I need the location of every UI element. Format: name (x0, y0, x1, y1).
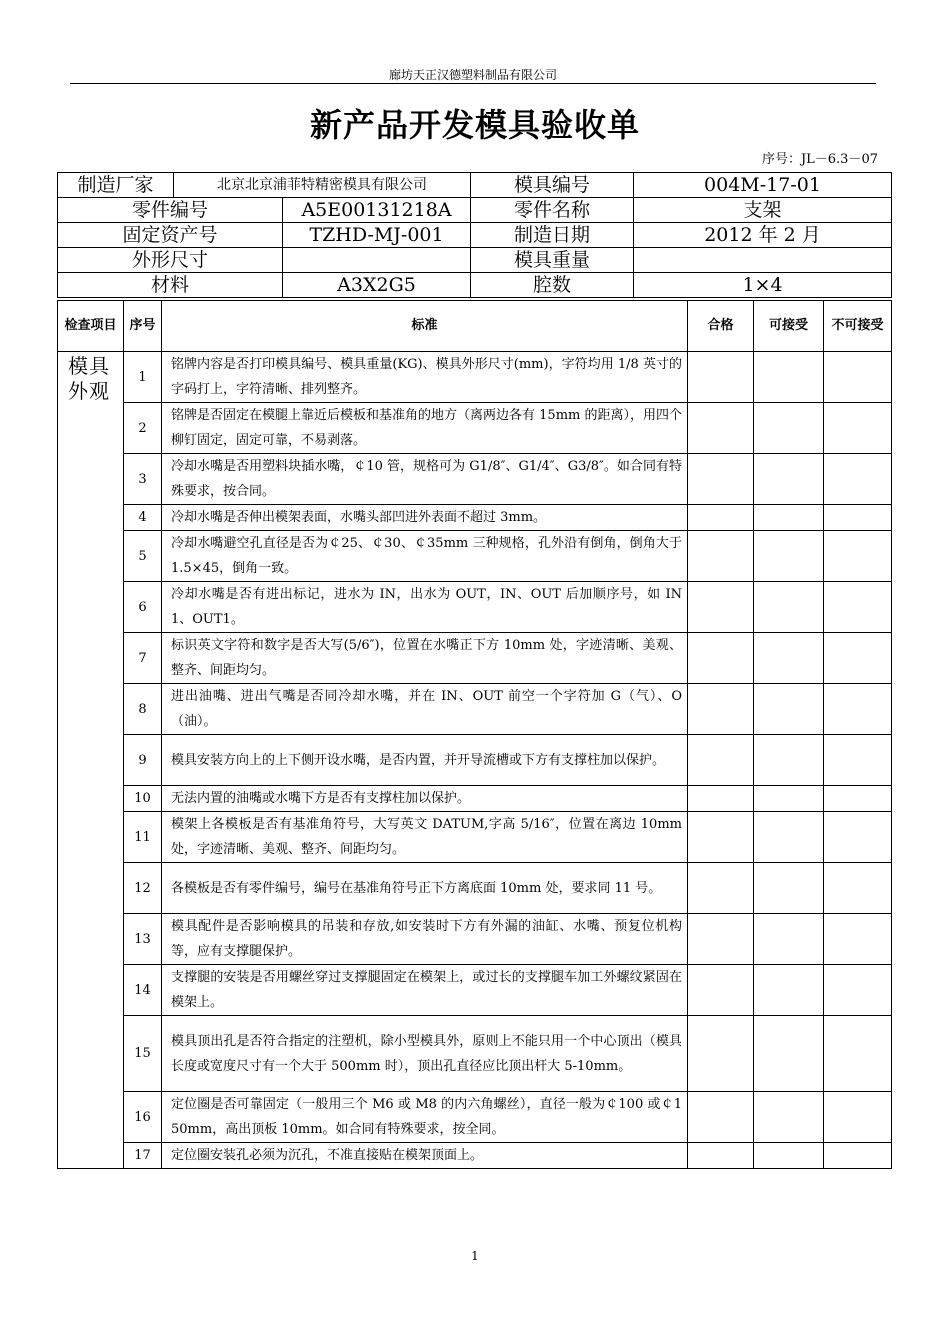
unacceptable-cell[interactable] (824, 633, 892, 684)
row-number: 2 (124, 403, 162, 454)
row-number: 15 (124, 1016, 162, 1092)
acceptable-cell[interactable] (754, 812, 824, 863)
acceptable-cell[interactable] (754, 735, 824, 786)
standard-text: 模架上各模板是否有基准角符号，大写英文 DATUM,字高 5/16″，位置在离边 10mm 处，字迹清晰、美观、整齐、间距均匀。 (162, 812, 688, 863)
pass-cell[interactable] (688, 403, 754, 454)
acceptable-cell[interactable] (754, 1016, 824, 1092)
table-row (58, 505, 892, 531)
row-number: 16 (124, 1092, 162, 1143)
unacceptable-cell[interactable] (824, 735, 892, 786)
acceptable-cell[interactable] (754, 914, 824, 965)
table-row (58, 812, 892, 863)
row-number: 10 (124, 786, 162, 812)
unacceptable-cell[interactable] (824, 403, 892, 454)
pass-cell[interactable] (688, 454, 754, 505)
asset-no-label: 固定资产号 (58, 223, 283, 248)
pass-cell[interactable] (688, 1016, 754, 1092)
serial-number: 序号：JL－6.3－07 (761, 152, 878, 167)
pass-cell[interactable] (688, 786, 754, 812)
category-cell: 模具外观 (58, 352, 124, 1169)
pass-cell[interactable] (688, 1143, 754, 1169)
pass-cell[interactable] (688, 684, 754, 735)
part-name-label: 零件名称 (471, 198, 634, 223)
row-number: 7 (124, 633, 162, 684)
unacceptable-cell[interactable] (824, 914, 892, 965)
unacceptable-cell[interactable] (824, 454, 892, 505)
standard-text: 进出油嘴、进出气嘴是否同冷却水嘴，并在 IN、OUT 前空一个字符加 G（气）、O（油）。 (162, 684, 688, 735)
standard-text: 模具顶出孔是否符合指定的注塑机，除小型模具外，原则上不能只用一个中心顶出（模具长度或宽度尺寸有一个大于 500mm 时），顶出孔直径应比顶出杆大 5-10mm。 (162, 1016, 688, 1092)
pass-cell[interactable] (688, 352, 754, 403)
col-header-unacceptable: 不可接受 (824, 301, 892, 352)
standard-text: 冷却水嘴是否用塑料块插水嘴，￠10 管，规格可为 G1/8″、G1/4″、G3/8″。如合同有特殊要求，按合同。 (162, 454, 688, 505)
row-number: 4 (124, 505, 162, 531)
row-number: 9 (124, 735, 162, 786)
acceptable-cell[interactable] (754, 1143, 824, 1169)
col-header-seq: 序号 (124, 301, 162, 352)
unacceptable-cell[interactable] (824, 812, 892, 863)
table-row (58, 914, 892, 965)
pass-cell[interactable] (688, 582, 754, 633)
row-number: 11 (124, 812, 162, 863)
standard-text: 定位圈安装孔必须为沉孔，不准直接贴在模架顶面上。 (162, 1143, 688, 1169)
unacceptable-cell[interactable] (824, 531, 892, 582)
acceptable-cell[interactable] (754, 531, 824, 582)
acceptable-cell[interactable] (754, 684, 824, 735)
mfg-date-value: 2012 年 2 月 (634, 223, 892, 248)
table-row (58, 1092, 892, 1143)
pass-cell[interactable] (688, 863, 754, 914)
standard-text: 冷却水嘴是否伸出模架表面，水嘴头部凹进外表面不超过 3mm。 (162, 505, 688, 531)
unacceptable-cell[interactable] (824, 965, 892, 1016)
mold-info-table (57, 172, 892, 298)
part-no-label: 零件编号 (58, 198, 283, 223)
material-label: 材料 (58, 273, 283, 298)
standard-text: 标识英文字符和数字是否大写(5/6″)，位置在水嘴正下方 10mm 处，字迹清晰、美观、整齐、间距均匀。 (162, 633, 688, 684)
unacceptable-cell[interactable] (824, 505, 892, 531)
standard-text: 定位圈是否可靠固定（一般用三个 M6 或 M8 的内六角螺丝），直径一般为￠100 或￠150mm，高出顶板 10mm。如合同有特殊要求，按全同。 (162, 1092, 688, 1143)
inspection-table (57, 300, 892, 1169)
asset-no-value: TZHD-MJ-001 (283, 223, 471, 248)
table-row (58, 403, 892, 454)
mold-no-value: 004M-17-01 (634, 173, 892, 198)
standard-text: 无法内置的油嘴或水嘴下方是否有支撑柱加以保护。 (162, 786, 688, 812)
col-header-acceptable: 可接受 (754, 301, 824, 352)
part-no-value: A5E00131218A (283, 198, 471, 223)
row-number: 13 (124, 914, 162, 965)
pass-cell[interactable] (688, 812, 754, 863)
page-title: 新产品开发模具验收单 (309, 106, 640, 144)
material-value: A3X2G5 (283, 273, 471, 298)
col-header-standard: 标准 (162, 301, 688, 352)
acceptable-cell[interactable] (754, 505, 824, 531)
acceptable-cell[interactable] (754, 403, 824, 454)
acceptable-cell[interactable] (754, 633, 824, 684)
company-name: 廊坊天正汉德塑料制品有限公司 (388, 68, 557, 82)
standard-text: 冷却水嘴是否有进出标记，进水为 IN，出水为 OUT，IN、OUT 后加顺序号，如 IN1、OUT1。 (162, 582, 688, 633)
col-header-pass: 合格 (688, 301, 754, 352)
weight-value (634, 248, 892, 273)
pass-cell[interactable] (688, 505, 754, 531)
row-number: 8 (124, 684, 162, 735)
weight-label: 模具重量 (471, 248, 634, 273)
unacceptable-cell[interactable] (824, 863, 892, 914)
pass-cell[interactable] (688, 633, 754, 684)
pass-cell[interactable] (688, 914, 754, 965)
acceptable-cell[interactable] (754, 352, 824, 403)
unacceptable-cell[interactable] (824, 1016, 892, 1092)
unacceptable-cell[interactable] (824, 1143, 892, 1169)
row-number: 3 (124, 454, 162, 505)
mfg-date-label: 制造日期 (471, 223, 634, 248)
unacceptable-cell[interactable] (824, 684, 892, 735)
header-divider (70, 83, 876, 84)
row-number: 14 (124, 965, 162, 1016)
page-number: 1 (471, 1249, 479, 1263)
standard-text: 铭牌内容是否打印模具编号、模具重量(KG)、模具外形尺寸(mm)，字符均用 1/8 英寸的字码打上，字符清晰、排列整齐。 (162, 352, 688, 403)
pass-cell[interactable] (688, 531, 754, 582)
table-row (58, 684, 892, 735)
size-label: 外形尺寸 (58, 248, 283, 273)
row-number: 6 (124, 582, 162, 633)
standard-text: 模具配件是否影响模具的吊装和存放,如安装时下方有外漏的油缸、水嘴、预复位机构等，应有支撑腿保护。 (162, 914, 688, 965)
table-row (58, 454, 892, 505)
standard-text: 冷却水嘴避空孔直径是否为￠25、￠30、￠35mm 三种规格，孔外沿有倒角，倒角大于 1.5×45，倒角一致。 (162, 531, 688, 582)
table-row (58, 582, 892, 633)
unacceptable-cell[interactable] (824, 352, 892, 403)
unacceptable-cell[interactable] (824, 786, 892, 812)
table-row (58, 1016, 892, 1092)
acceptable-cell[interactable] (754, 582, 824, 633)
part-name-value: 支架 (634, 198, 892, 223)
acceptable-cell[interactable] (754, 786, 824, 812)
standard-text: 各模板是否有零件编号，编号在基准角符号正下方离底面 10mm 处，要求同 11 号。 (162, 863, 688, 914)
table-row (58, 786, 892, 812)
row-number: 1 (124, 352, 162, 403)
maker-value: 北京北京浦菲特精密模具有限公司 (174, 173, 471, 198)
pass-cell[interactable] (688, 1092, 754, 1143)
table-row (58, 531, 892, 582)
size-value (283, 248, 471, 273)
acceptable-cell[interactable] (754, 863, 824, 914)
acceptable-cell[interactable] (754, 1092, 824, 1143)
pass-cell[interactable] (688, 735, 754, 786)
maker-label: 制造厂家 (58, 173, 174, 198)
table-row (58, 735, 892, 786)
acceptable-cell[interactable] (754, 454, 824, 505)
standard-text: 铭牌是否固定在模腿上靠近后模板和基准角的地方（离两边各有 15mm 的距离），用四个柳钉固定，固定可靠，不易剥落。 (162, 403, 688, 454)
table-row (58, 965, 892, 1016)
standard-text: 支撑腿的安装是否用螺丝穿过支撑腿固定在模架上，或过长的支撑腿车加工外螺纹紧固在模架上。 (162, 965, 688, 1016)
pass-cell[interactable] (688, 965, 754, 1016)
table-row (58, 633, 892, 684)
row-number: 5 (124, 531, 162, 582)
cavity-value: 1×4 (634, 273, 892, 298)
table-row (58, 863, 892, 914)
table-row (58, 1143, 892, 1169)
table-row (58, 352, 892, 403)
standard-text: 模具安装方向上的上下侧开设水嘴，是否内置，并开导流槽或下方有支撑柱加以保护。 (162, 735, 688, 786)
unacceptable-cell[interactable] (824, 582, 892, 633)
col-header-item: 检查项目 (58, 301, 124, 352)
mold-no-label: 模具编号 (471, 173, 634, 198)
row-number: 12 (124, 863, 162, 914)
row-number: 17 (124, 1143, 162, 1169)
acceptable-cell[interactable] (754, 965, 824, 1016)
cavity-label: 腔数 (471, 273, 634, 298)
unacceptable-cell[interactable] (824, 1092, 892, 1143)
